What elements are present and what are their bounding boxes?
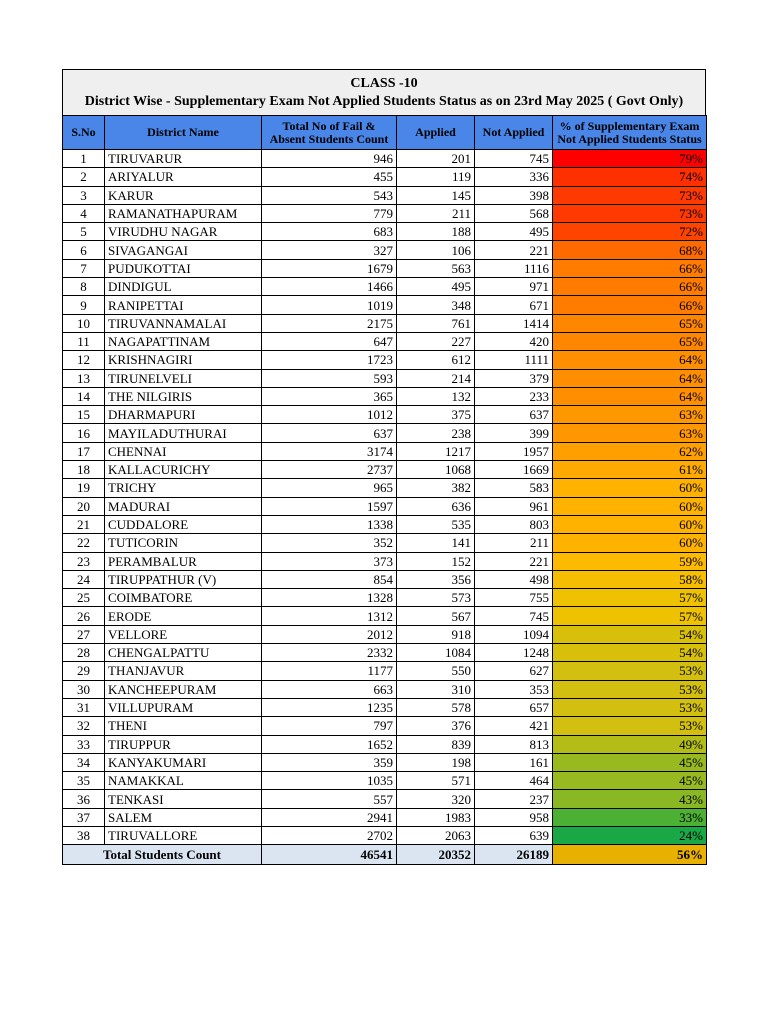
cell-not-applied: 627 — [475, 662, 553, 680]
header-sno: S.No — [63, 116, 105, 150]
table-row — [63, 717, 707, 735]
cell-applied: 578 — [397, 698, 475, 716]
cell-applied: 320 — [397, 790, 475, 808]
cell-applied: 348 — [397, 296, 475, 314]
cell-total: 1177 — [262, 662, 397, 680]
cell-sno: 4 — [63, 204, 105, 222]
table-row — [63, 680, 707, 698]
cell-total: 3174 — [262, 442, 397, 460]
cell-applied: 119 — [397, 168, 475, 186]
cell-total: 352 — [262, 534, 397, 552]
cell-applied: 214 — [397, 369, 475, 387]
table-row — [63, 204, 707, 222]
cell-sno: 25 — [63, 589, 105, 607]
cell-not-applied: 637 — [475, 406, 553, 424]
cell-total: 1338 — [262, 515, 397, 533]
cell-district: TIRUPPATHUR (V) — [105, 570, 262, 588]
cell-sno: 34 — [63, 753, 105, 771]
cell-not-applied: 399 — [475, 424, 553, 442]
cell-sno: 35 — [63, 772, 105, 790]
cell-applied: 563 — [397, 259, 475, 277]
cell-percent: 43% — [553, 790, 707, 808]
report-title: CLASS -10 — [350, 76, 418, 91]
cell-district: TENKASI — [105, 790, 262, 808]
cell-sno: 24 — [63, 570, 105, 588]
cell-total: 359 — [262, 753, 397, 771]
cell-not-applied: 1414 — [475, 314, 553, 332]
cell-applied: 310 — [397, 680, 475, 698]
cell-sno: 18 — [63, 461, 105, 479]
cell-not-applied: 961 — [475, 497, 553, 515]
cell-district: TIRUVARUR — [105, 150, 262, 168]
cell-percent: 63% — [553, 406, 707, 424]
cell-total: 1019 — [262, 296, 397, 314]
cell-total: 1679 — [262, 259, 397, 277]
table-header-row — [63, 116, 707, 150]
cell-applied: 356 — [397, 570, 475, 588]
cell-total: 557 — [262, 790, 397, 808]
cell-total: 854 — [262, 570, 397, 588]
cell-total: 455 — [262, 168, 397, 186]
cell-percent: 53% — [553, 717, 707, 735]
cell-district: RANIPETTAI — [105, 296, 262, 314]
cell-percent: 63% — [553, 424, 707, 442]
cell-applied: 152 — [397, 552, 475, 570]
cell-district: KANYAKUMARI — [105, 753, 262, 771]
cell-district: PUDUKOTTAI — [105, 259, 262, 277]
cell-total: 593 — [262, 369, 397, 387]
cell-not-applied: 745 — [475, 150, 553, 168]
cell-total: 637 — [262, 424, 397, 442]
cell-district: VILLUPURAM — [105, 698, 262, 716]
cell-not-applied: 336 — [475, 168, 553, 186]
cell-percent: 59% — [553, 552, 707, 570]
table-row — [63, 698, 707, 716]
cell-applied: 141 — [397, 534, 475, 552]
cell-district: ERODE — [105, 607, 262, 625]
cell-percent: 53% — [553, 680, 707, 698]
cell-district: KARUR — [105, 186, 262, 204]
cell-not-applied: 464 — [475, 772, 553, 790]
table-row — [63, 278, 707, 296]
total-percent: 56% — [553, 845, 707, 865]
cell-percent: 53% — [553, 662, 707, 680]
cell-not-applied: 755 — [475, 589, 553, 607]
cell-applied: 132 — [397, 387, 475, 405]
cell-district: THE NILGIRIS — [105, 387, 262, 405]
table-row — [63, 735, 707, 753]
header-total: Total No of Fail & Absent Students Count — [262, 116, 397, 150]
cell-sno: 10 — [63, 314, 105, 332]
cell-not-applied: 498 — [475, 570, 553, 588]
cell-not-applied: 1957 — [475, 442, 553, 460]
table-row — [63, 387, 707, 405]
cell-percent: 58% — [553, 570, 707, 588]
cell-total: 683 — [262, 223, 397, 241]
table-body — [63, 150, 707, 845]
cell-not-applied: 495 — [475, 223, 553, 241]
cell-applied: 227 — [397, 332, 475, 350]
cell-applied: 495 — [397, 278, 475, 296]
cell-district: CUDDALORE — [105, 515, 262, 533]
cell-sno: 13 — [63, 369, 105, 387]
table-row — [63, 332, 707, 350]
cell-not-applied: 221 — [475, 552, 553, 570]
cell-applied: 1217 — [397, 442, 475, 460]
table-row — [63, 662, 707, 680]
cell-sno: 3 — [63, 186, 105, 204]
cell-applied: 571 — [397, 772, 475, 790]
cell-percent: 61% — [553, 461, 707, 479]
cell-district: THENI — [105, 717, 262, 735]
cell-not-applied: 657 — [475, 698, 553, 716]
cell-total: 1652 — [262, 735, 397, 753]
cell-applied: 1084 — [397, 644, 475, 662]
cell-applied: 201 — [397, 150, 475, 168]
cell-total: 1012 — [262, 406, 397, 424]
cell-percent: 66% — [553, 278, 707, 296]
cell-percent: 72% — [553, 223, 707, 241]
cell-district: PERAMBALUR — [105, 552, 262, 570]
table-row — [63, 296, 707, 314]
cell-sno: 14 — [63, 387, 105, 405]
cell-percent: 79% — [553, 150, 707, 168]
cell-not-applied: 1248 — [475, 644, 553, 662]
cell-sno: 5 — [63, 223, 105, 241]
cell-sno: 11 — [63, 332, 105, 350]
cell-percent: 64% — [553, 369, 707, 387]
table-row — [63, 186, 707, 204]
cell-applied: 238 — [397, 424, 475, 442]
cell-percent: 54% — [553, 625, 707, 643]
cell-not-applied: 639 — [475, 826, 553, 844]
cell-applied: 198 — [397, 753, 475, 771]
table-row — [63, 351, 707, 369]
cell-total: 327 — [262, 241, 397, 259]
cell-sno: 32 — [63, 717, 105, 735]
cell-percent: 65% — [553, 332, 707, 350]
cell-sno: 2 — [63, 168, 105, 186]
cell-percent: 66% — [553, 296, 707, 314]
cell-district: NAMAKKAL — [105, 772, 262, 790]
cell-applied: 567 — [397, 607, 475, 625]
cell-percent: 45% — [553, 753, 707, 771]
cell-not-applied: 398 — [475, 186, 553, 204]
cell-not-applied: 971 — [475, 278, 553, 296]
total-label: Total Students Count — [63, 845, 262, 865]
header-percent: % of Supplementary Exam Not Applied Students Status — [553, 116, 707, 150]
cell-district: COIMBATORE — [105, 589, 262, 607]
report-title-block — [62, 69, 706, 115]
cell-sno: 37 — [63, 808, 105, 826]
cell-district: TRICHY — [105, 479, 262, 497]
cell-applied: 2063 — [397, 826, 475, 844]
cell-sno: 33 — [63, 735, 105, 753]
cell-sno: 36 — [63, 790, 105, 808]
cell-not-applied: 420 — [475, 332, 553, 350]
cell-not-applied: 813 — [475, 735, 553, 753]
cell-total: 1723 — [262, 351, 397, 369]
cell-district: SIVAGANGAI — [105, 241, 262, 259]
cell-applied: 612 — [397, 351, 475, 369]
cell-applied: 839 — [397, 735, 475, 753]
cell-sno: 15 — [63, 406, 105, 424]
cell-sno: 31 — [63, 698, 105, 716]
cell-not-applied: 1116 — [475, 259, 553, 277]
cell-applied: 535 — [397, 515, 475, 533]
cell-total: 1328 — [262, 589, 397, 607]
cell-total: 797 — [262, 717, 397, 735]
cell-total: 647 — [262, 332, 397, 350]
table-row — [63, 461, 707, 479]
cell-district: MADURAI — [105, 497, 262, 515]
total-applied: 20352 — [397, 845, 475, 865]
cell-sno: 22 — [63, 534, 105, 552]
cell-applied: 106 — [397, 241, 475, 259]
cell-percent: 64% — [553, 351, 707, 369]
cell-percent: 65% — [553, 314, 707, 332]
table-row — [63, 534, 707, 552]
cell-not-applied: 1094 — [475, 625, 553, 643]
total-not-applied: 26189 — [475, 845, 553, 865]
cell-total: 1466 — [262, 278, 397, 296]
cell-sno: 6 — [63, 241, 105, 259]
cell-applied: 761 — [397, 314, 475, 332]
cell-district: TIRUPPUR — [105, 735, 262, 753]
cell-sno: 12 — [63, 351, 105, 369]
header-district: District Name — [105, 116, 262, 150]
cell-percent: 60% — [553, 534, 707, 552]
table-row — [63, 369, 707, 387]
cell-sno: 29 — [63, 662, 105, 680]
table-row — [63, 497, 707, 515]
cell-sno: 27 — [63, 625, 105, 643]
total-row — [63, 845, 707, 865]
cell-total: 946 — [262, 150, 397, 168]
cell-percent: 73% — [553, 204, 707, 222]
cell-district: KANCHEEPURAM — [105, 680, 262, 698]
cell-applied: 376 — [397, 717, 475, 735]
cell-applied: 550 — [397, 662, 475, 680]
cell-percent: 49% — [553, 735, 707, 753]
cell-percent: 24% — [553, 826, 707, 844]
cell-district: RAMANATHAPURAM — [105, 204, 262, 222]
cell-percent: 68% — [553, 241, 707, 259]
cell-district: KALLACURICHY — [105, 461, 262, 479]
table-row — [63, 241, 707, 259]
cell-district: DHARMAPURI — [105, 406, 262, 424]
cell-district: TIRUVANNAMALAI — [105, 314, 262, 332]
table-row — [63, 607, 707, 625]
cell-total: 779 — [262, 204, 397, 222]
table-row — [63, 168, 707, 186]
cell-percent: 62% — [553, 442, 707, 460]
cell-applied: 188 — [397, 223, 475, 241]
cell-total: 543 — [262, 186, 397, 204]
cell-district: ARIYALUR — [105, 168, 262, 186]
report-subtitle: District Wise - Supplementary Exam Not Applied Students Status as on 23rd May 2025 ( Govt Only) — [84, 94, 684, 109]
cell-not-applied: 671 — [475, 296, 553, 314]
cell-sno: 30 — [63, 680, 105, 698]
cell-not-applied: 353 — [475, 680, 553, 698]
table-row — [63, 753, 707, 771]
cell-sno: 21 — [63, 515, 105, 533]
cell-sno: 1 — [63, 150, 105, 168]
cell-sno: 20 — [63, 497, 105, 515]
cell-applied: 636 — [397, 497, 475, 515]
table-row — [63, 808, 707, 826]
cell-total: 1597 — [262, 497, 397, 515]
cell-applied: 211 — [397, 204, 475, 222]
cell-not-applied: 1111 — [475, 351, 553, 369]
cell-applied: 1068 — [397, 461, 475, 479]
cell-percent: 60% — [553, 479, 707, 497]
cell-percent: 45% — [553, 772, 707, 790]
cell-not-applied: 745 — [475, 607, 553, 625]
cell-district: DINDIGUL — [105, 278, 262, 296]
table-row — [63, 625, 707, 643]
table-row — [63, 314, 707, 332]
cell-percent: 74% — [553, 168, 707, 186]
cell-not-applied: 583 — [475, 479, 553, 497]
cell-percent: 57% — [553, 589, 707, 607]
cell-district: SALEM — [105, 808, 262, 826]
table-row — [63, 406, 707, 424]
cell-total: 663 — [262, 680, 397, 698]
cell-district: MAYILADUTHURAI — [105, 424, 262, 442]
cell-total: 365 — [262, 387, 397, 405]
table-row — [63, 644, 707, 662]
cell-total: 2941 — [262, 808, 397, 826]
cell-percent: 53% — [553, 698, 707, 716]
cell-district: VIRUDHU NAGAR — [105, 223, 262, 241]
cell-sno: 8 — [63, 278, 105, 296]
cell-total: 2012 — [262, 625, 397, 643]
cell-sno: 38 — [63, 826, 105, 844]
cell-total: 2702 — [262, 826, 397, 844]
cell-total: 965 — [262, 479, 397, 497]
cell-district: TIRUNELVELI — [105, 369, 262, 387]
cell-sno: 16 — [63, 424, 105, 442]
cell-district: TIRUVALLORE — [105, 826, 262, 844]
cell-applied: 375 — [397, 406, 475, 424]
cell-applied: 918 — [397, 625, 475, 643]
cell-applied: 382 — [397, 479, 475, 497]
cell-applied: 573 — [397, 589, 475, 607]
cell-percent: 33% — [553, 808, 707, 826]
table-row — [63, 772, 707, 790]
cell-not-applied: 1669 — [475, 461, 553, 479]
cell-district: CHENGALPATTU — [105, 644, 262, 662]
table-row — [63, 826, 707, 844]
table-row — [63, 424, 707, 442]
cell-not-applied: 221 — [475, 241, 553, 259]
table-row — [63, 790, 707, 808]
cell-sno: 7 — [63, 259, 105, 277]
table-row — [63, 570, 707, 588]
cell-not-applied: 568 — [475, 204, 553, 222]
cell-total: 2175 — [262, 314, 397, 332]
cell-district: KRISHNAGIRI — [105, 351, 262, 369]
cell-percent: 54% — [553, 644, 707, 662]
cell-not-applied: 958 — [475, 808, 553, 826]
cell-sno: 9 — [63, 296, 105, 314]
cell-percent: 60% — [553, 497, 707, 515]
table-row — [63, 150, 707, 168]
cell-total: 1312 — [262, 607, 397, 625]
cell-percent: 57% — [553, 607, 707, 625]
cell-sno: 17 — [63, 442, 105, 460]
header-not-applied: Not Applied — [475, 116, 553, 150]
cell-total: 373 — [262, 552, 397, 570]
cell-not-applied: 421 — [475, 717, 553, 735]
cell-percent: 60% — [553, 515, 707, 533]
district-status-table — [62, 115, 707, 865]
cell-district: THANJAVUR — [105, 662, 262, 680]
cell-percent: 64% — [553, 387, 707, 405]
header-applied: Applied — [397, 116, 475, 150]
cell-not-applied: 233 — [475, 387, 553, 405]
cell-sno: 28 — [63, 644, 105, 662]
cell-sno: 19 — [63, 479, 105, 497]
cell-sno: 26 — [63, 607, 105, 625]
cell-district: CHENNAI — [105, 442, 262, 460]
cell-applied: 1983 — [397, 808, 475, 826]
cell-total: 1235 — [262, 698, 397, 716]
cell-district: VELLORE — [105, 625, 262, 643]
cell-total: 2332 — [262, 644, 397, 662]
table-row — [63, 479, 707, 497]
cell-total: 2737 — [262, 461, 397, 479]
cell-applied: 145 — [397, 186, 475, 204]
table-row — [63, 223, 707, 241]
table-row — [63, 259, 707, 277]
cell-sno: 23 — [63, 552, 105, 570]
cell-district: NAGAPATTINAM — [105, 332, 262, 350]
cell-not-applied: 237 — [475, 790, 553, 808]
cell-percent: 73% — [553, 186, 707, 204]
report-sheet — [62, 69, 706, 865]
cell-district: TUTICORIN — [105, 534, 262, 552]
cell-percent: 66% — [553, 259, 707, 277]
cell-not-applied: 803 — [475, 515, 553, 533]
cell-not-applied: 211 — [475, 534, 553, 552]
table-row — [63, 552, 707, 570]
table-row — [63, 515, 707, 533]
table-row — [63, 589, 707, 607]
cell-not-applied: 161 — [475, 753, 553, 771]
table-row — [63, 442, 707, 460]
total-count: 46541 — [262, 845, 397, 865]
cell-not-applied: 379 — [475, 369, 553, 387]
cell-total: 1035 — [262, 772, 397, 790]
